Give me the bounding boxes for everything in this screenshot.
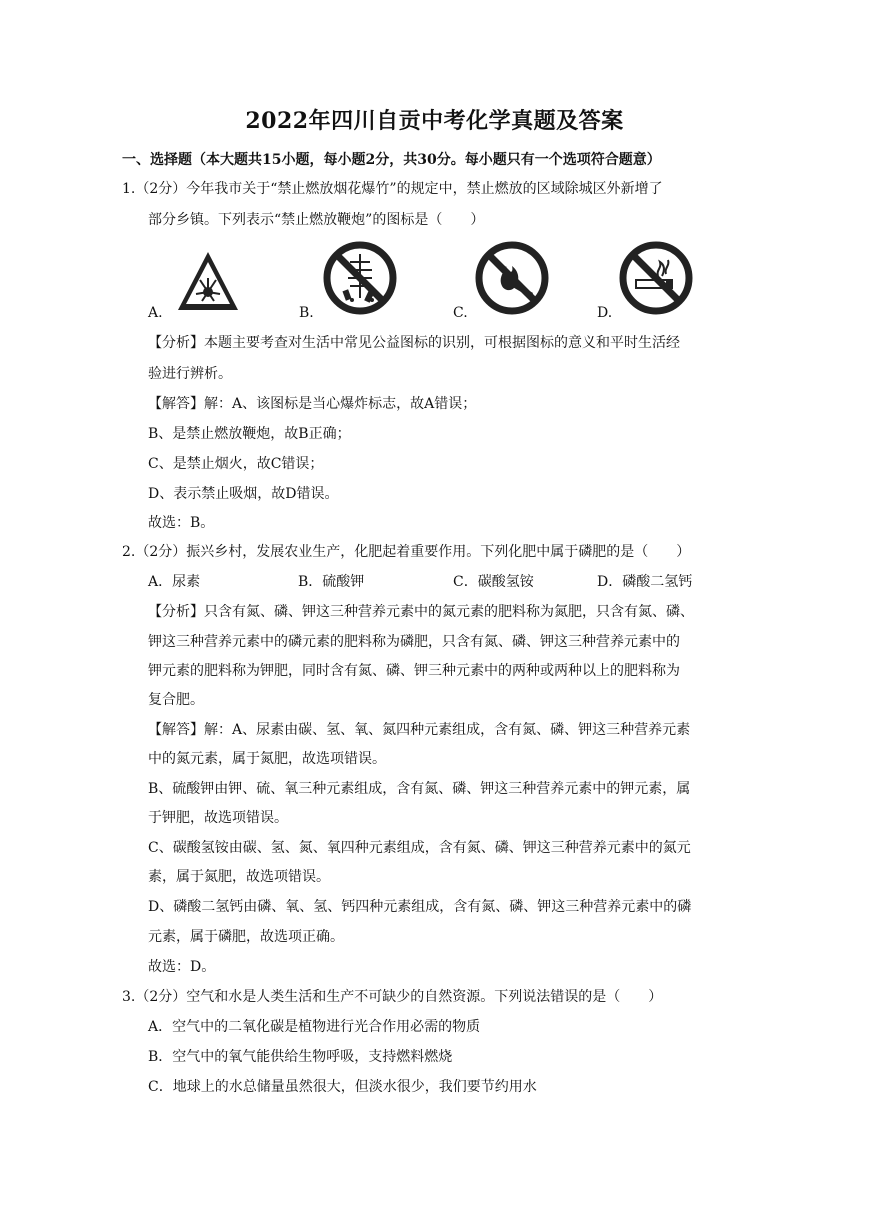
q1-option-b-label: B. bbox=[299, 305, 314, 321]
q2-analysis-line: 钾这三种营养元素中的磷元素的肥料称为磷肥，只含有氮、磷、钾这三种营养元素中的 bbox=[148, 634, 680, 650]
q3-option-b: B．空气中的氧气能供给生物呼吸，支持燃料燃烧 bbox=[148, 1049, 453, 1065]
q2-answer-line: D、磷酸二氢钙由磷、氧、氢、钙四种元素组成，含有氮、磷、钾这三种营养元素中的磷 bbox=[148, 899, 692, 915]
q1-analysis-line-2: 验进行辨析。 bbox=[148, 366, 232, 382]
q1-stem-line-2: 部分乡镇。下列表示“禁止燃放鞭炮”的图标是（ ） bbox=[148, 212, 485, 228]
no-smoking-icon bbox=[618, 240, 694, 316]
q2-answer-line: 于钾肥，故选项错误。 bbox=[148, 810, 288, 826]
q1-answer-line: C、是禁止烟火，故C错误； bbox=[148, 456, 324, 472]
q2-answer-line: B、硫酸钾由钾、硫、氧三种元素组成，含有氮、磷、钾这三种营养元素中的钾元素，属 bbox=[148, 781, 691, 797]
section-header: 一、选择题（本大题共15小题，每小题2分，共30分。每小题只有一个选项符合题意） bbox=[122, 152, 661, 168]
q1-final-answer: 故选：B。 bbox=[148, 515, 215, 531]
q2-analysis-line: 复合肥。 bbox=[148, 692, 204, 708]
q2-answer-line: 【解答】解：A、尿素由碳、氢、氧、氮四种元素组成，含有氮、磷、钾这三种营养元素 bbox=[148, 722, 691, 738]
q2-option-b: B．硫酸钾 bbox=[298, 574, 365, 590]
q3-stem: 3.（2分）空气和水是人类生活和生产不可缺少的自然资源。下列说法错误的是（ ） bbox=[122, 989, 663, 1005]
q2-option-a: A．尿素 bbox=[148, 574, 201, 590]
q2-answer-line: 元素，属于磷肥，故选项正确。 bbox=[148, 929, 344, 945]
q1-answer-line: D、表示禁止吸烟，故D错误。 bbox=[148, 486, 339, 502]
q2-option-c: C．碳酸氢铵 bbox=[453, 574, 534, 590]
q2-answer-line: 中的氮元素，属于氮肥，故选项错误。 bbox=[148, 751, 386, 767]
q1-option-a-label: A. bbox=[148, 305, 163, 321]
q2-analysis-line: 【分析】只含有氮、磷、钾这三种营养元素中的氮元素的肥料称为氮肥，只含有氮、磷、 bbox=[148, 604, 694, 620]
no-firecrackers-icon bbox=[322, 240, 398, 316]
q2-option-d: D．磷酸二氢钙 bbox=[597, 574, 693, 590]
q1-option-d-label: D. bbox=[597, 305, 613, 321]
q1-answer-line: 【解答】解：A、该图标是当心爆炸标志，故A错误； bbox=[148, 396, 477, 412]
q2-analysis-line: 钾元素的肥料称为钾肥，同时含有氮、磷、钾三种元素中的两种或两种以上的肥料称为 bbox=[148, 663, 680, 679]
q1-analysis-line-1: 【分析】本题主要考查对生活中常见公益图标的识别，可根据图标的意义和平时生活经 bbox=[148, 335, 680, 351]
document-title: 2022年四川自贡中考化学真题及答案 bbox=[245, 108, 624, 134]
q1-option-c-label: C. bbox=[453, 305, 468, 321]
q2-answer-line: C、碳酸氢铵由碳、氢、氮、氧四种元素组成，含有氮、磷、钾这三种营养元素中的氮元 bbox=[148, 840, 691, 856]
explosive-warning-icon bbox=[174, 248, 242, 314]
no-fire-icon bbox=[474, 240, 550, 316]
q2-final-answer: 故选：D。 bbox=[148, 959, 216, 975]
q1-answer-line: B、是禁止燃放鞭炮，故B正确； bbox=[148, 426, 351, 442]
q1-stem-line-1: 1.（2分）今年我市关于“禁止燃放烟花爆竹”的规定中，禁止燃放的区域除城区外新增了 bbox=[122, 181, 663, 197]
q3-option-c: C．地球上的水总储量虽然很大，但淡水很少，我们要节约用水 bbox=[148, 1079, 537, 1095]
q3-option-a: A．空气中的二氧化碳是植物进行光合作用必需的物质 bbox=[148, 1019, 481, 1035]
q2-stem: 2.（2分）振兴乡村，发展农业生产，化肥起着重要作用。下列化肥中属于磷肥的是（ ） bbox=[122, 544, 691, 560]
q2-answer-line: 素，属于氮肥，故选项错误。 bbox=[148, 869, 330, 885]
